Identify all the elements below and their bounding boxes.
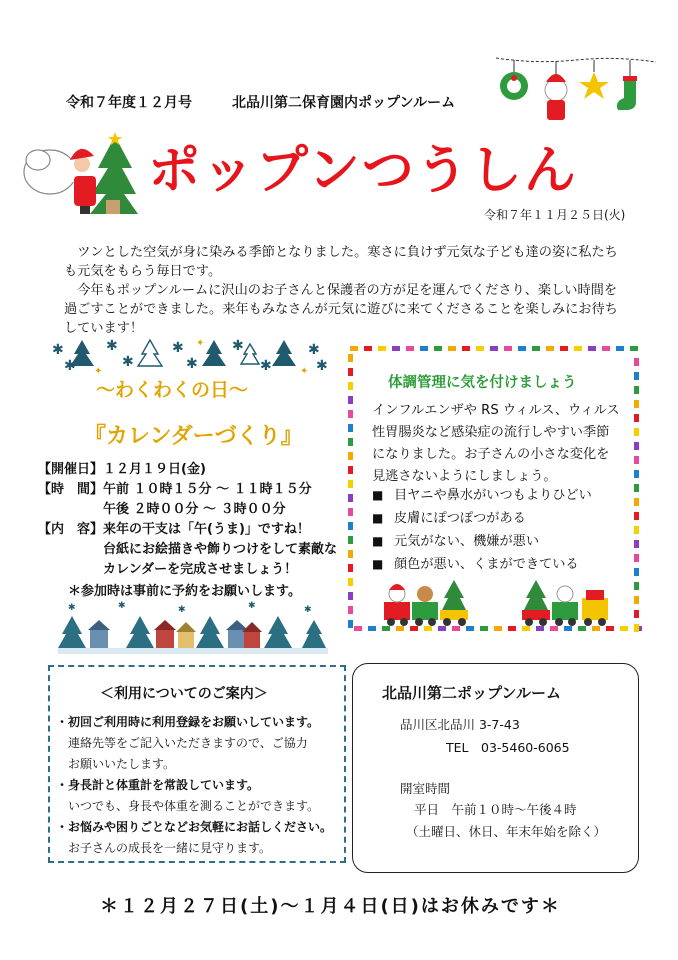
list-item: お子さんの成長を一緒に見守ります。	[68, 841, 272, 855]
confetti-piece	[348, 550, 353, 558]
confetti-piece	[508, 626, 516, 631]
confetti-piece	[348, 592, 353, 600]
svg-text:✱: ✱	[68, 603, 76, 613]
christmas-train-illustration	[522, 576, 612, 628]
list-item: ■ 目ヤニや鼻水がいつもよりひどい	[372, 484, 592, 507]
confetti-piece	[348, 564, 353, 572]
confetti-piece	[494, 626, 502, 631]
list-item: ・身長計と体重計を常設しています。	[56, 778, 260, 792]
confetti-piece	[504, 346, 512, 351]
confetti-piece	[420, 346, 428, 351]
event-time-label: 【時 間】	[38, 482, 104, 497]
confetti-piece	[634, 358, 639, 366]
confetti-piece	[348, 494, 353, 502]
issue-date: 令和７年１１月２５日(火)	[484, 208, 626, 222]
confetti-piece	[630, 346, 638, 351]
holiday-closure-notice: ＊１２月２７日(土)～１月４日(日)はお休みです＊	[100, 896, 561, 917]
list-item: ■ 顔色が悪い、くまができている	[372, 553, 592, 576]
confetti-piece	[634, 540, 639, 548]
svg-text:✱: ✱	[178, 605, 186, 615]
confetti-piece	[348, 452, 353, 460]
intro-paragraph: ツンとした空気が身に染みる季節となりました。寒さに負けず元気な子ども達の姿に私たちも元気をもらう毎日です。	[64, 245, 618, 279]
confetti-piece	[634, 400, 639, 408]
confetti-piece	[392, 346, 400, 351]
snowflake-tree-decoration	[46, 336, 328, 376]
confetti-piece	[364, 346, 372, 351]
svg-text:✱: ✱	[64, 358, 76, 374]
confetti-piece	[546, 346, 554, 351]
svg-text:✱: ✱	[304, 605, 312, 615]
confetti-piece	[560, 346, 568, 351]
confetti-piece	[634, 512, 639, 520]
confetti-piece	[348, 382, 353, 390]
confetti-piece	[348, 424, 353, 432]
confetti-piece	[634, 610, 639, 618]
confetti-piece	[348, 536, 353, 544]
event-content-line: カレンダーを完成させましょう！	[103, 562, 298, 577]
svg-text:✱: ✱	[172, 340, 184, 356]
confetti-piece	[348, 606, 353, 614]
confetti-piece	[634, 428, 639, 436]
confetti-piece	[620, 626, 628, 631]
confetti-piece	[634, 582, 639, 590]
confetti-piece	[634, 526, 639, 534]
hours-value: 平日 午前１０時～午後４時	[414, 802, 577, 817]
confetti-piece	[348, 620, 353, 628]
confetti-piece	[634, 498, 639, 506]
confetti-piece	[574, 346, 582, 351]
svg-text:✱: ✱	[106, 338, 118, 354]
confetti-piece	[634, 456, 639, 464]
confetti-piece	[532, 346, 540, 351]
confetti-piece	[588, 346, 596, 351]
list-item: ・初回ご利用時に利用登録をお願いしています。	[56, 715, 320, 729]
confetti-piece	[348, 354, 353, 362]
list-item: ・お悩みや困りごとなどお気軽にお話しください。	[56, 820, 333, 834]
list-item: ■ 元気がない、機嫌が悪い	[372, 530, 592, 553]
confetti-piece	[634, 470, 639, 478]
confetti-piece	[634, 414, 639, 422]
health-symptom-list	[372, 484, 592, 576]
contact-title: 北品川第二ポップンルーム	[382, 684, 562, 702]
health-title: 体調管理に気を付けましょう	[388, 375, 577, 391]
svg-text:✱: ✱	[308, 342, 320, 358]
svg-text:✱: ✱	[232, 338, 244, 354]
confetti-piece	[448, 346, 456, 351]
event-time-pm: 午後 ２時００分 ～ ３時００分	[103, 502, 286, 517]
address: 品川区北品川 3-7-43	[400, 717, 520, 732]
svg-text:✱: ✱	[260, 358, 272, 374]
list-item: お願いいたします。	[68, 757, 176, 771]
event-date-value: １２月１９日(金)	[103, 462, 206, 477]
svg-text:✱: ✱	[118, 601, 126, 611]
closed-days: （土曜日、休日、年末年始を除く）	[406, 824, 607, 839]
newsletter-title: ポップンつうしん	[148, 141, 578, 201]
event-content-line: 台紙にお絵描きや飾りつけをして素敵な	[103, 542, 338, 557]
confetti-piece	[434, 346, 442, 351]
santa-tree-illustration	[20, 130, 140, 222]
confetti-piece	[368, 626, 376, 631]
event-time-am: 午前 １０時１５分 ～ １１時１５分	[103, 482, 312, 497]
confetti-piece	[476, 346, 484, 351]
confetti-piece	[348, 480, 353, 488]
confetti-piece	[348, 410, 353, 418]
event-content-label: 【内 容】	[38, 522, 104, 537]
svg-text:✦: ✦	[300, 366, 309, 376]
confetti-piece	[348, 578, 353, 586]
reservation-note: ＊参加時は事前に予約をお願いします。	[68, 584, 301, 599]
event-date-label: 【開催日】	[38, 462, 104, 477]
christmas-train-illustration	[382, 576, 472, 628]
confetti-piece	[348, 508, 353, 516]
svg-text:✱: ✱	[186, 356, 198, 372]
usage-info-list	[56, 712, 332, 859]
confetti-piece	[348, 438, 353, 446]
svg-text:✱: ✱	[248, 601, 256, 611]
list-item: ■ 皮膚にぽつぽつがある	[372, 507, 592, 530]
confetti-piece	[348, 522, 353, 530]
hours-label: 開室時間	[400, 781, 451, 796]
svg-text:✦: ✦	[196, 338, 205, 349]
confetti-piece	[634, 372, 639, 380]
confetti-piece	[634, 554, 639, 562]
confetti-piece	[348, 396, 353, 404]
event-heading: ～わくわくの日～	[96, 379, 249, 401]
health-description: インフルエンザや RS ウィルス、ウィルス性胃腸炎など感染症の流行しやすい季節になりました。お子さんの小さな変化を見逃さないようにしましょう。	[372, 403, 620, 484]
svg-text:✱: ✱	[52, 342, 64, 358]
intro-text	[64, 243, 624, 338]
list-item: 連絡先等をご記入いただきますので、ご協力	[68, 736, 308, 750]
organization-name: 北品川第二保育園内ポップンルーム	[232, 95, 456, 111]
confetti-piece	[462, 346, 470, 351]
event-title: 『カレンダーづくり』	[84, 424, 303, 449]
issue-label: 令和７年度１２月号	[66, 95, 192, 111]
confetti-piece	[348, 368, 353, 376]
usage-title: ＜利用についてのご案内＞	[100, 686, 268, 702]
phone-number: TEL 03-5460-6065	[446, 740, 570, 755]
confetti-piece	[354, 626, 362, 631]
confetti-piece	[634, 624, 639, 632]
svg-text:✦: ✦	[94, 366, 103, 376]
confetti-piece	[518, 346, 526, 351]
intro-paragraph: 今年もポップンルームに沢山のお子さんと保護者の方が足を運んでくださり、楽しい時間を過ごすことができました。来年もみなさんが元気に遊びに来てくださることを楽しみにお待ちしています！	[64, 283, 618, 336]
confetti-piece	[634, 568, 639, 576]
confetti-piece	[378, 346, 386, 351]
ornament-garland	[496, 54, 656, 128]
list-item: いつでも、身長や体重を測ることができます。	[68, 799, 320, 813]
svg-text:✱: ✱	[316, 358, 328, 374]
snowy-village-illustration	[58, 600, 328, 658]
confetti-piece	[480, 626, 488, 631]
svg-text:✱: ✱	[122, 354, 134, 370]
confetti-piece	[634, 442, 639, 450]
confetti-piece	[406, 346, 414, 351]
confetti-piece	[348, 466, 353, 474]
confetti-piece	[634, 484, 639, 492]
confetti-piece	[616, 346, 624, 351]
event-content-line: 来年の干支は「午(うま)」ですね！	[103, 522, 310, 537]
confetti-piece	[602, 346, 610, 351]
confetti-piece	[634, 386, 639, 394]
confetti-piece	[634, 596, 639, 604]
confetti-piece	[490, 346, 498, 351]
confetti-piece	[350, 346, 358, 351]
